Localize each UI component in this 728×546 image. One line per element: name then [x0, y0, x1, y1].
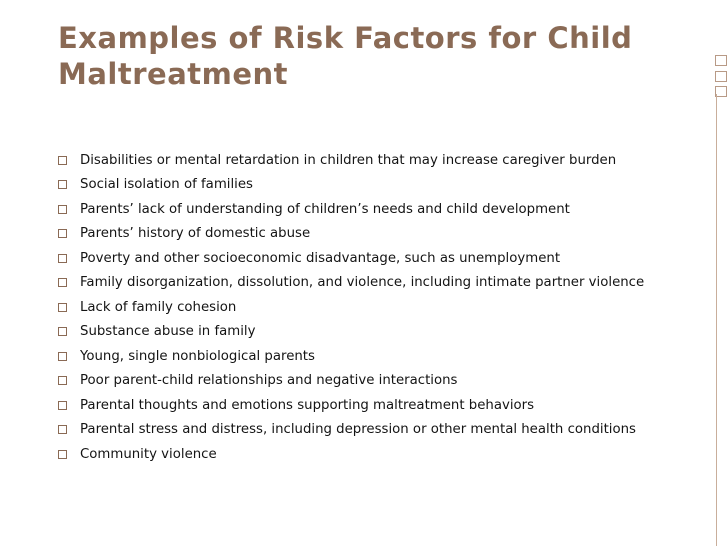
bullet-list — [58, 148, 644, 467]
bullet-text: Poor parent-child relationships and negative interactions — [80, 373, 458, 389]
bullet-text: Lack of family cohesion — [80, 299, 237, 315]
square-bullet-icon — [58, 156, 67, 165]
square-bullet-icon — [58, 450, 67, 459]
bullet-item — [58, 393, 644, 418]
square-bullet-icon — [58, 278, 67, 287]
square-bullet-icon — [58, 229, 67, 238]
bullet-text: Poverty and other socioeconomic disadvantage, such as unemployment — [80, 250, 561, 266]
bullet-text: Social isolation of families — [80, 177, 253, 193]
bullet-text: Community violence — [80, 446, 217, 462]
bullet-item — [58, 197, 644, 222]
bullet-text: Parents’ history of domestic abuse — [80, 226, 311, 242]
bullet-text: Family disorganization, dissolution, and violence, including intimate partner violence — [80, 275, 645, 291]
square-bullet-icon — [58, 303, 67, 312]
bullet-text: Parents’ lack of understanding of children’s needs and child development — [80, 201, 570, 217]
bullet-item — [58, 418, 644, 443]
square-bullet-icon — [58, 425, 67, 434]
bullet-item — [58, 222, 644, 247]
bullet-text: Disabilities or mental retardation in children that may increase caregiver burden — [80, 152, 617, 168]
decorative-line — [716, 94, 717, 546]
bullet-item — [58, 271, 644, 296]
square-bullet-icon — [58, 180, 67, 189]
bullet-text: Parental thoughts and emotions supporting maltreatment behaviors — [80, 397, 535, 413]
bullet-item — [58, 442, 644, 467]
bullet-text: Substance abuse in family — [80, 324, 256, 340]
bullet-item — [58, 173, 644, 198]
slide-title: Examples of Risk Factors for Child Maltreatment — [58, 21, 633, 91]
bullet-text: Young, single nonbiological parents — [80, 348, 315, 364]
bullet-item — [58, 369, 644, 394]
square-bullet-icon — [58, 352, 67, 361]
bullet-item — [58, 246, 644, 271]
square-bullet-icon — [58, 401, 67, 410]
square-bullet-icon — [58, 254, 67, 263]
bullet-item — [58, 295, 644, 320]
decorative-square-icon — [715, 71, 727, 82]
square-bullet-icon — [58, 327, 67, 336]
square-bullet-icon — [58, 376, 67, 385]
bullet-item — [58, 344, 644, 369]
decorative-square-icon — [715, 55, 727, 66]
bullet-text: Parental stress and distress, including depression or other mental health conditions — [80, 422, 636, 438]
decorative-squares — [715, 0, 728, 546]
bullet-item — [58, 320, 644, 345]
bullet-item — [58, 148, 644, 173]
square-bullet-icon — [58, 205, 67, 214]
